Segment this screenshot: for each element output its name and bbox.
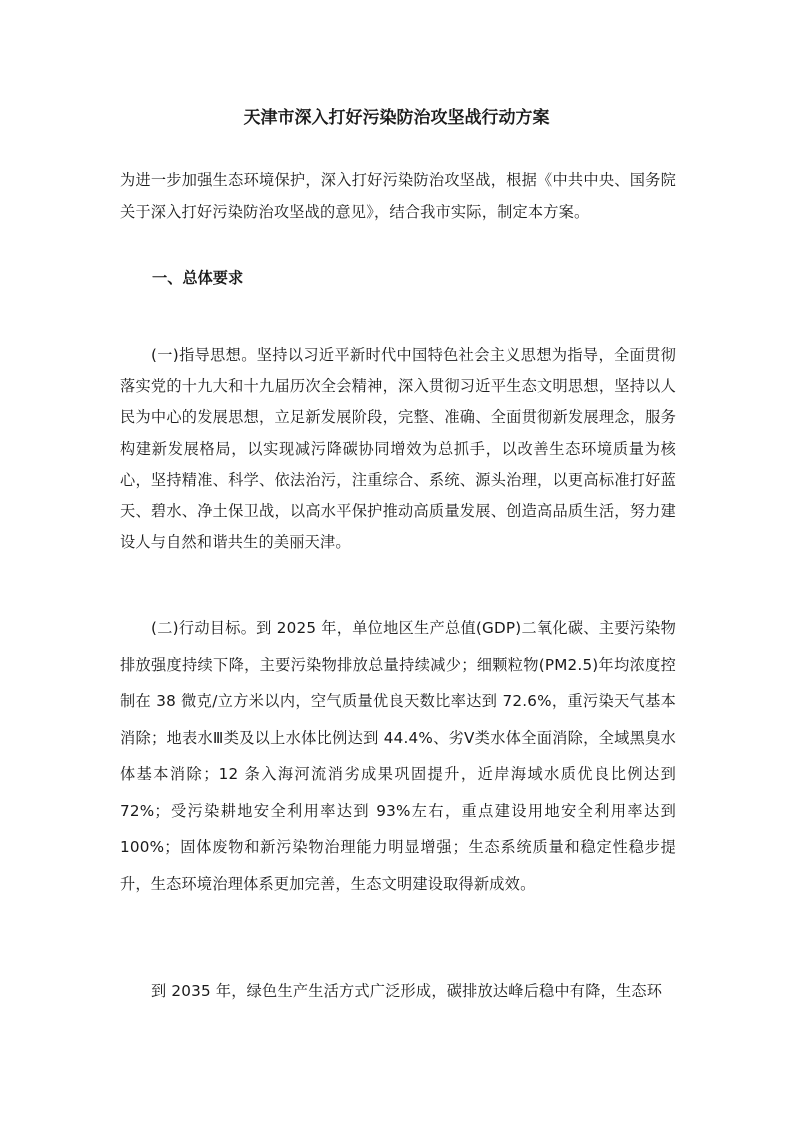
intro-paragraph: 为进一步加强生态环境保护，深入打好污染防治攻坚战，根据《中共中央、国务院关于深入打好污染防治攻坚战的意见》，结合我市实际，制定本方案。 (120, 171, 676, 221)
action-goals-paragraph: (二)行动目标。到 2025 年，单位地区生产总值(GDP)二氧化碳、主要污染物排放强度持续下降，主要污染物排放总量持续减少；细颗粒物(PM2.5)年均浓度控制在 38 微克/立方米以内，空气质量优良天数比率达到 72.6%，重污染天气基本消除；地表水Ⅲ类及以上水体比例达到 44.4%、劣Ⅴ类水体全面消除，全域黑臭水体基本消除；12 条入海河流消劣成果巩固提升，近岸海域水质优良比例达到 72%；受污染耕地安全利用率达到 93%左右，重点建设用地安全利用率达到 100%；固体废物和新污染物治理能力明显增强；生态系统质量和稳定性稳步提升，生态环境治理体系更加完善，生态文明建设取得新成效。 (120, 619, 676, 893)
document-title: 天津市深入打好污染防治攻坚战行动方案 (243, 108, 550, 128)
section-heading-general-requirements: 一、总体要求 (152, 269, 244, 287)
guiding-ideology-paragraph: (一)指导思想。坚持以习近平新时代中国特色社会主义思想为指导，全面贯彻落实党的十九大和十九届历次全会精神，深入贯彻习近平生态文明思想，坚持以人民为中心的发展思想，立足新发展阶段，完整、准确、全面贯彻新发展理念，服务构建新发展格局，以实现减污降碳协同增效为总抓手，以改善生态环境质量为核心，坚持精准、科学、依法治污，注重综合、系统、源头治理，以更高标准打好蓝天、碧水、净土保卫战，以高水平保护推动高质量发展、创造高品质生活，努力建设人与自然和谐共生的美丽天津。 (120, 346, 676, 552)
goals-2035-paragraph: 到 2035 年，绿色生产生活方式广泛形成，碳排放达峰后稳中有降，生态环 (151, 982, 663, 1000)
